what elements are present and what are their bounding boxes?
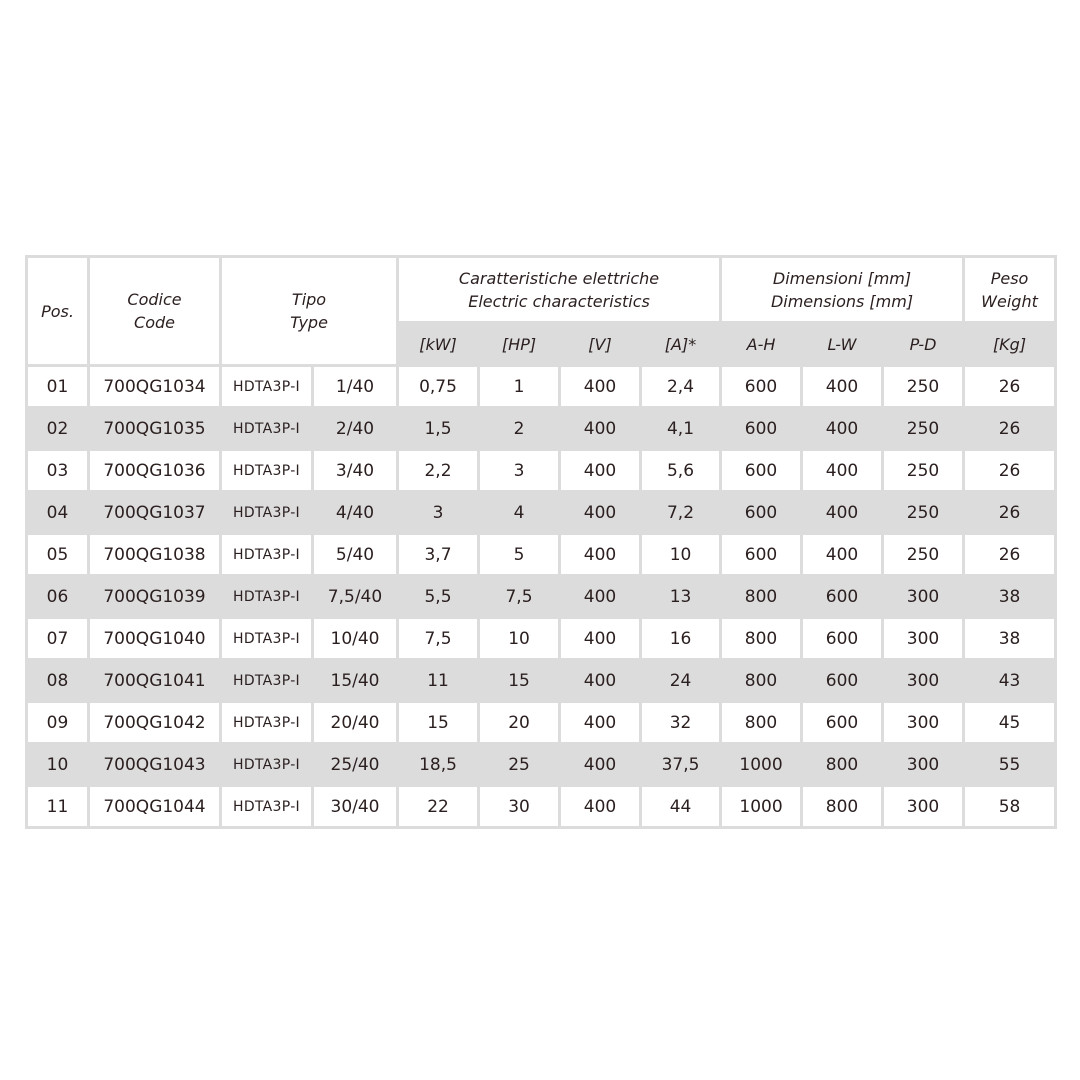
cell-a: 24 <box>642 661 719 700</box>
cell-ah: 600 <box>722 367 800 406</box>
cell-kw: 0,75 <box>399 367 477 406</box>
cell-a: 13 <box>642 577 719 616</box>
header-code-en: Code <box>134 313 175 332</box>
cell-lw: 800 <box>803 787 881 826</box>
cell-kw: 18,5 <box>399 745 477 784</box>
cell-kw: 7,5 <box>399 619 477 658</box>
cell-pos: 07 <box>28 619 87 658</box>
cell-kg: 26 <box>965 451 1054 490</box>
header-pos: Pos. <box>28 258 87 364</box>
cell-pos: 04 <box>28 493 87 532</box>
cell-ah: 600 <box>722 493 800 532</box>
table-row <box>28 493 1054 532</box>
cell-v: 400 <box>561 787 639 826</box>
table-row <box>28 367 1054 406</box>
cell-model: 15/40 <box>314 661 396 700</box>
unit-kw: [kW] <box>399 324 477 364</box>
cell-hp: 4 <box>480 493 558 532</box>
table-row <box>28 577 1054 616</box>
cell-a: 44 <box>642 787 719 826</box>
table-row <box>28 703 1054 742</box>
table-row <box>28 409 1054 448</box>
cell-kg: 38 <box>965 577 1054 616</box>
cell-kg: 26 <box>965 535 1054 574</box>
cell-pos: 08 <box>28 661 87 700</box>
cell-hp: 3 <box>480 451 558 490</box>
cell-kg: 43 <box>965 661 1054 700</box>
cell-type: HDTA3P-I <box>222 703 311 742</box>
header-code <box>90 258 219 364</box>
cell-kg: 26 <box>965 493 1054 532</box>
cell-type: HDTA3P-I <box>222 787 311 826</box>
cell-ah: 600 <box>722 409 800 448</box>
cell-ah: 800 <box>722 577 800 616</box>
cell-hp: 2 <box>480 409 558 448</box>
cell-type: HDTA3P-I <box>222 577 311 616</box>
cell-pos: 09 <box>28 703 87 742</box>
header-dimensions-it: Dimensioni [mm] <box>772 268 912 288</box>
cell-model: 30/40 <box>314 787 396 826</box>
cell-pos: 03 <box>28 451 87 490</box>
table-row <box>28 619 1054 658</box>
header-electric-it: Caratteristiche elettriche <box>458 268 660 288</box>
unit-ah: A-H <box>722 324 800 364</box>
unit-v: [V] <box>561 324 639 364</box>
cell-v: 400 <box>561 577 639 616</box>
unit-pd: P-D <box>884 324 962 364</box>
cell-lw: 600 <box>803 661 881 700</box>
cell-type: HDTA3P-I <box>222 535 311 574</box>
cell-kg: 58 <box>965 787 1054 826</box>
cell-model: 5/40 <box>314 535 396 574</box>
cell-ah: 800 <box>722 703 800 742</box>
cell-kg: 38 <box>965 619 1054 658</box>
cell-v: 400 <box>561 451 639 490</box>
cell-kg: 45 <box>965 703 1054 742</box>
cell-pd: 250 <box>884 367 962 406</box>
unit-kg: [Kg] <box>965 324 1054 364</box>
header-code-it: Codice <box>127 290 182 309</box>
cell-code: 700QG1040 <box>90 619 219 658</box>
cell-a: 7,2 <box>642 493 719 532</box>
spec-table <box>25 255 1057 829</box>
cell-code: 700QG1042 <box>90 703 219 742</box>
header-dimensions-en: Dimensions [mm] <box>770 291 914 311</box>
cell-kw: 11 <box>399 661 477 700</box>
cell-pos: 11 <box>28 787 87 826</box>
table-row <box>28 535 1054 574</box>
cell-lw: 400 <box>803 535 881 574</box>
cell-pos: 01 <box>28 367 87 406</box>
cell-lw: 600 <box>803 703 881 742</box>
cell-code: 700QG1041 <box>90 661 219 700</box>
cell-v: 400 <box>561 703 639 742</box>
cell-kw: 5,5 <box>399 577 477 616</box>
cell-hp: 7,5 <box>480 577 558 616</box>
cell-kg: 26 <box>965 367 1054 406</box>
cell-v: 400 <box>561 367 639 406</box>
unit-lw: L-W <box>803 324 881 364</box>
cell-v: 400 <box>561 493 639 532</box>
cell-model: 10/40 <box>314 619 396 658</box>
cell-a: 37,5 <box>642 745 719 784</box>
cell-code: 700QG1039 <box>90 577 219 616</box>
cell-code: 700QG1044 <box>90 787 219 826</box>
cell-type: HDTA3P-I <box>222 409 311 448</box>
cell-v: 400 <box>561 535 639 574</box>
unit-a: [A]* <box>642 324 719 364</box>
cell-a: 16 <box>642 619 719 658</box>
cell-pd: 300 <box>884 787 962 826</box>
cell-a: 4,1 <box>642 409 719 448</box>
cell-code: 700QG1037 <box>90 493 219 532</box>
cell-hp: 30 <box>480 787 558 826</box>
unit-hp: [HP] <box>480 324 558 364</box>
cell-pd: 250 <box>884 451 962 490</box>
cell-hp: 1 <box>480 367 558 406</box>
cell-pd: 300 <box>884 661 962 700</box>
table-row <box>28 787 1054 826</box>
cell-pd: 250 <box>884 535 962 574</box>
cell-kw: 2,2 <box>399 451 477 490</box>
cell-hp: 15 <box>480 661 558 700</box>
cell-ah: 600 <box>722 535 800 574</box>
cell-code: 700QG1034 <box>90 367 219 406</box>
cell-type: HDTA3P-I <box>222 619 311 658</box>
cell-kw: 1,5 <box>399 409 477 448</box>
cell-a: 5,6 <box>642 451 719 490</box>
header-type <box>222 258 396 364</box>
cell-pd: 250 <box>884 493 962 532</box>
header-weight <box>965 258 1054 321</box>
table-row <box>28 451 1054 490</box>
spec-table-container <box>25 255 1055 829</box>
cell-pos: 06 <box>28 577 87 616</box>
cell-pd: 250 <box>884 409 962 448</box>
table-row <box>28 661 1054 700</box>
cell-code: 700QG1038 <box>90 535 219 574</box>
cell-code: 700QG1035 <box>90 409 219 448</box>
cell-ah: 800 <box>722 661 800 700</box>
cell-kg: 55 <box>965 745 1054 784</box>
cell-ah: 800 <box>722 619 800 658</box>
cell-pos: 10 <box>28 745 87 784</box>
cell-pd: 300 <box>884 745 962 784</box>
header-electric <box>399 258 719 321</box>
cell-hp: 25 <box>480 745 558 784</box>
cell-hp: 20 <box>480 703 558 742</box>
cell-lw: 600 <box>803 577 881 616</box>
cell-type: HDTA3P-I <box>222 745 311 784</box>
cell-a: 10 <box>642 535 719 574</box>
cell-model: 4/40 <box>314 493 396 532</box>
cell-v: 400 <box>561 661 639 700</box>
cell-hp: 10 <box>480 619 558 658</box>
cell-kw: 3 <box>399 493 477 532</box>
cell-kw: 3,7 <box>399 535 477 574</box>
cell-a: 32 <box>642 703 719 742</box>
cell-v: 400 <box>561 619 639 658</box>
table-row <box>28 745 1054 784</box>
cell-a: 2,4 <box>642 367 719 406</box>
cell-model: 3/40 <box>314 451 396 490</box>
cell-lw: 800 <box>803 745 881 784</box>
header-weight-it: Peso <box>990 268 1029 288</box>
cell-ah: 600 <box>722 451 800 490</box>
cell-lw: 400 <box>803 493 881 532</box>
header-weight-en: Weight <box>981 291 1038 311</box>
cell-type: HDTA3P-I <box>222 493 311 532</box>
cell-pd: 300 <box>884 577 962 616</box>
cell-model: 7,5/40 <box>314 577 396 616</box>
cell-kw: 15 <box>399 703 477 742</box>
cell-pos: 05 <box>28 535 87 574</box>
cell-type: HDTA3P-I <box>222 661 311 700</box>
table-body <box>28 367 1054 826</box>
cell-lw: 400 <box>803 451 881 490</box>
cell-kg: 26 <box>965 409 1054 448</box>
cell-code: 700QG1043 <box>90 745 219 784</box>
cell-code: 700QG1036 <box>90 451 219 490</box>
cell-kw: 22 <box>399 787 477 826</box>
cell-v: 400 <box>561 409 639 448</box>
cell-model: 2/40 <box>314 409 396 448</box>
cell-type: HDTA3P-I <box>222 367 311 406</box>
cell-hp: 5 <box>480 535 558 574</box>
cell-type: HDTA3P-I <box>222 451 311 490</box>
header-type-en: Type <box>290 313 328 332</box>
cell-lw: 600 <box>803 619 881 658</box>
cell-pd: 300 <box>884 619 962 658</box>
cell-ah: 1000 <box>722 745 800 784</box>
header-type-it: Tipo <box>291 290 327 309</box>
cell-model: 1/40 <box>314 367 396 406</box>
cell-model: 25/40 <box>314 745 396 784</box>
cell-pd: 300 <box>884 703 962 742</box>
cell-pos: 02 <box>28 409 87 448</box>
cell-lw: 400 <box>803 409 881 448</box>
cell-ah: 1000 <box>722 787 800 826</box>
cell-v: 400 <box>561 745 639 784</box>
cell-lw: 400 <box>803 367 881 406</box>
header-electric-en: Electric characteristics <box>468 291 650 311</box>
cell-model: 20/40 <box>314 703 396 742</box>
header-dimensions <box>722 258 962 321</box>
